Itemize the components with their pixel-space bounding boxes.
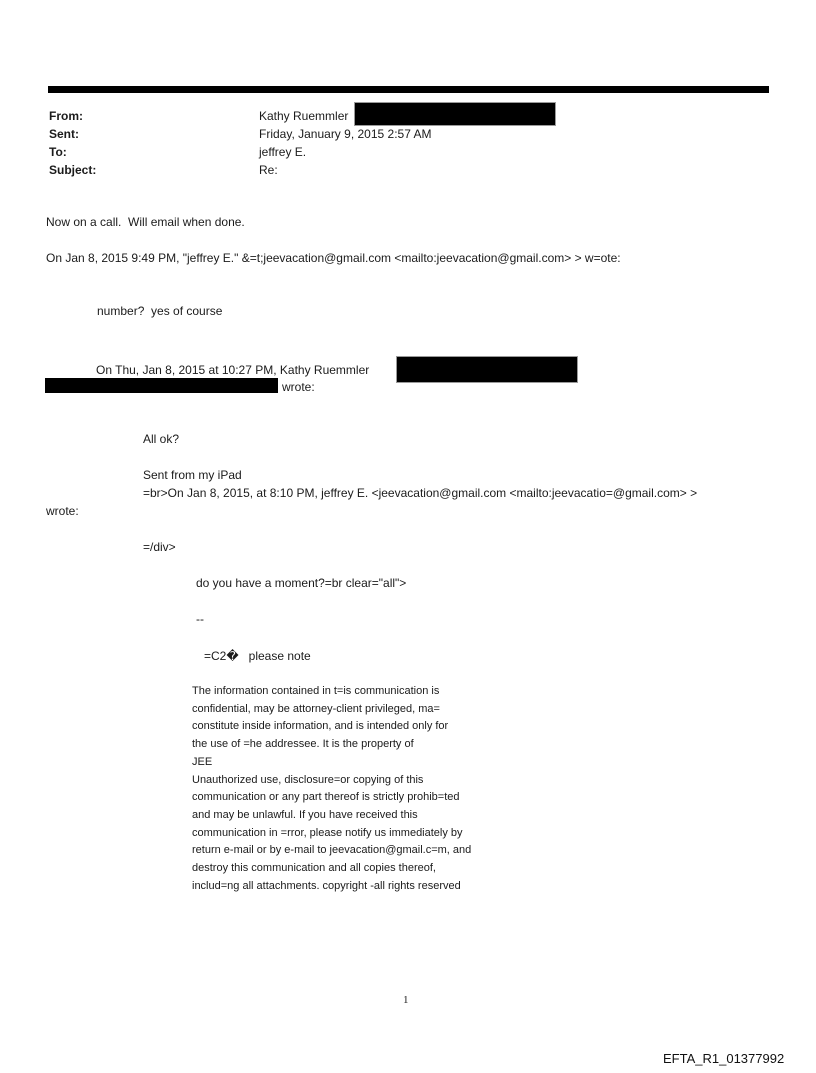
disclaimer-line: constitute inside information, and is intended only for [192,720,449,733]
please-note-text: =C2� please note [204,649,311,663]
wrote-continuation-text: wrote: [46,504,79,518]
reply-text: Now on a call. Will email when done. [46,215,245,229]
disclaimer-line: The information contained in t=is communication is [192,685,440,697]
to-value: jeffrey E. [259,145,307,159]
sent-value: Friday, January 9, 2015 2:57 AM [259,127,432,141]
from-value: Kathy Ruemmler [259,109,349,123]
signature-dashes: -- [196,612,204,626]
subject-label: Subject: [49,163,97,177]
disclaimer-line: includ=ng all attachments. copyright -all rights reserved [192,879,461,892]
disclaimer-line: communication or any part thereof is strictly prohib=ted [192,791,460,804]
bates-number: EFTA_R1_01377992 [663,1051,785,1066]
disclaimer-line: and may be unlawful. If you have received this [192,808,418,821]
thread-intro-text: On Thu, Jan 8, 2015 at 10:27 PM, Kathy Ruemmler [96,363,370,377]
disclaimer-line: communication in =rror, please notify us immediately by [192,826,463,839]
thread-wrote-text: wrote: [282,380,315,394]
disclaimer-line: return e-mail or by e-mail to jeevacation@gmail.c=m, and [192,844,472,857]
moment-question-text: do you have a moment?=br clear="all"> [196,576,407,590]
page-number: 1 [403,994,409,1006]
all-ok-text: All ok? [143,432,180,446]
disclaimer-line: the use of =he addressee. It is the property of [192,738,414,751]
sent-label: Sent: [49,127,79,141]
div-artifact-text: =/div> [143,540,176,554]
to-label: To: [49,145,67,159]
disclaimer-line: destroy this communication and all copies thereof, [192,862,436,875]
redaction-box-from [355,103,555,125]
top-black-bar [48,86,769,93]
confidentiality-disclaimer [192,683,532,895]
disclaimer-line: Unauthorized use, disclosure=or copying of this [192,773,424,786]
sent-from-device-text: Sent from my iPad [143,468,242,482]
redaction-box-email-1 [397,357,577,382]
number-reply-text: number? yes of course [97,304,223,318]
redaction-box-email-2 [45,378,278,393]
disclaimer-line: confidential, may be attorney-client privileged, ma= [192,702,440,715]
disclaimer-line: JEE [192,755,213,768]
subject-value: Re: [259,163,278,177]
br-artifact-line: =br>On Jan 8, 2015, at 8:10 PM, jeffrey E. <jeevacation@gmail.com <mailto:jeevacatio=@gmail.com> > [143,486,698,500]
from-label: From: [49,109,83,123]
quoted-message-intro: On Jan 8, 2015 9:49 PM, "jeffrey E." &=t;jeevacation@gmail.com <mailto:jeevacation@gmail.com> > w=ote: [46,251,621,265]
